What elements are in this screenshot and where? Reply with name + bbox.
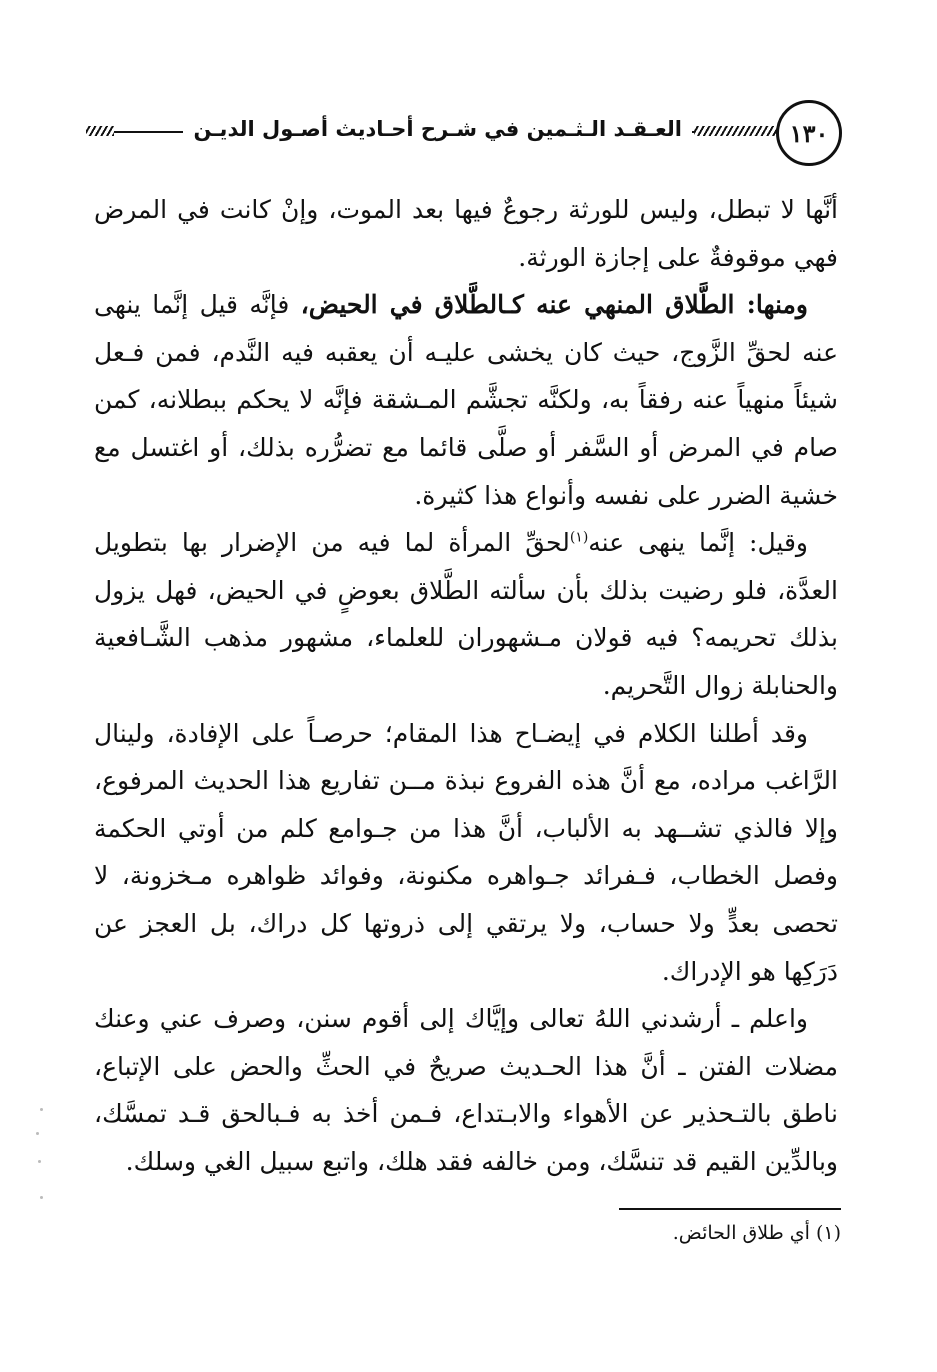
paragraph-1 [94,186,838,281]
header-ornament-left [86,126,114,136]
page-body [94,186,838,1185]
page-number: ١٣٠ [776,100,842,166]
paragraph-2 [94,281,838,519]
paragraph-text: أنَّها لا تبطل، وليس للورثة رجوعٌ فيها بعد الموت، وإنْ كانت في المرض فهي موقوفةٌ على إجازة الورثة. [94,195,838,272]
footnote-rule [619,1208,841,1210]
page-header [86,100,842,166]
paragraph-text: لحقِّ المرأة لما فيه من الإضرار بها بتطويل العدَّة، فلو رضيت بذلك بأن سألته الطَّلاق بعوضٍ في الحيض، فهل يزول بذلك تحريمه؟ فيه قولان مـشهوران للعلماء، مشهور مذهب الشَّـافعية والحنابلة زوال التَّحريم. [94,528,838,700]
footnote: (١) أي طلاق الحائض. [672,1222,841,1244]
running-title: العـقـد الـثـمين في شـرح أحـاديث أصـول الديـن [183,114,692,144]
scan-speck [40,1108,43,1111]
paragraph-text: وقيل: إنَّما ينهى عنه [588,528,808,558]
paragraph-5 [94,995,838,1185]
paragraph-text: فإنَّه قيل إنَّما ينهى عنه لحقِّ الزَّوج، حيث كان يخشى عليـه أن يعقبه فيه النَّدم، فمن فـعل شيئاً منهياً عنه رفقاً به، ولكنَّه تجشَّم المـشقة فإنَّه لا يحكم ببطلانه، كمن صام في المرض أو السَّفر أو صلَّى قائما مع تضرُّره بذلك، أو اغتسل مع خشية الضرر على نفسه وأنواع هذا كثيرة. [94,290,838,510]
scan-speck [36,1132,39,1135]
paragraph-3 [94,519,838,709]
paragraph-text: وقد أطلنا الكلام في إيضـاح هذا المقام؛ حرصـاً على الإفادة، ولينال الرَّاغب مراده، مع أنَّ هذه الفروع نبذة مــن تفاريع هذا الحديث المرفوع، وإلا فالذي تشــهد به الألباب، أنَّ هذا من جـوامع كلم من أوتي الحكمة وفصل الخطاب، فـفرائد جـواهره مكنونة، وفوائد ظواهره مـخزونة، لا تحصى بعدٍّ ولا حساب، ولا يرتقي إلى ذروتها كل دراك، بل العجز عن دَرَكِها هو الإدراك. [94,718,838,986]
scan-speck [38,1160,41,1163]
footnote-marker[interactable]: (١) [569,529,589,546]
paragraph-text: واعلم ـ أرشدني اللهُ تعالى وإيَّاك إلى أقوم سنن، وصرف عني وعنك مضلات الفتن ـ أنَّ هذا الحـديث صريحٌ في الحثِّ والحض على الإتباع، ناطق بالتـحذير عن الأهواء والابـتداع، فـمن أخذ به فـبالحق قـد تمسَّك، وبالدِّين القيم قد تنسَّك، ومن خالفه فقد هلك، واتبع سبيل الغي وسلك. [94,1004,838,1176]
paragraph-4 [94,710,838,996]
paragraph-heading: ومنها: الطَّلاق المنهي عنه كـالطَّلاق في الحيض، [300,290,809,320]
scan-speck [40,1196,43,1199]
header-ornament-right [694,126,780,136]
